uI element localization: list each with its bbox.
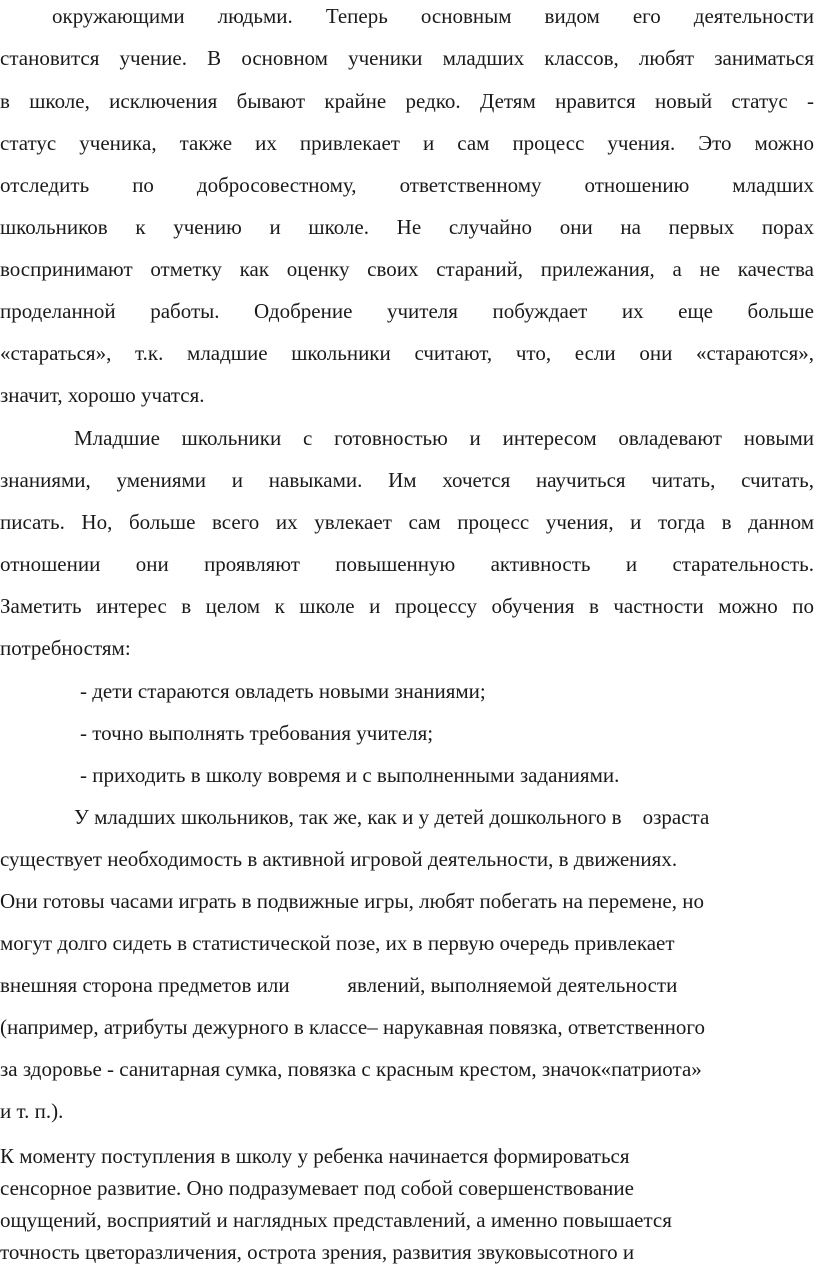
text-line: отследить по добросовестному, ответственному отношению младших	[0, 173, 814, 197]
text-line: за здоровье - санитарная сумка, повязка с красным крестом, значок«патриота»	[0, 1057, 702, 1081]
text-line: окружающими людьми. Теперь основным видом его деятельности	[52, 4, 814, 28]
text-line: могут долго сидеть в статистической позе, их в первую очередь привлекает	[0, 931, 675, 955]
text-line: школьников к учению и школе. Не случайно они на первых порах	[0, 215, 814, 239]
text-line: Они готовы часами играть в подвижные игры, любят побегать на перемене, но	[0, 889, 704, 913]
text-line: значит, хорошо учатся.	[0, 383, 205, 407]
text-line: (например, атрибуты дежурного в классе– нарукавная повязка, ответственного	[0, 1015, 705, 1039]
text-line: К моменту поступления в школу у ребенка начинается формироваться	[0, 1144, 630, 1168]
text-line: внешняя сторона предметов или явлений, выполняемой деятельности	[0, 973, 678, 997]
text-line: статус ученика, также их привлекает и сам процесс учения. Это можно	[0, 131, 814, 155]
text-line: становится учение. В основном ученики младших классов, любят заниматься	[0, 46, 814, 70]
text-line: «стараться», т.к. младшие школьники считают, что, если они «стараются»,	[0, 341, 814, 365]
text-line: проделанной работы. Одобрение учителя побуждает их еще больше	[0, 299, 814, 323]
text-line: точность цветоразличения, острота зрения, развития звуковысотного и	[0, 1240, 635, 1264]
text-line: Младшие школьники с готовностью и интересом овладевают новыми	[74, 426, 814, 450]
text-line: Заметить интерес в целом к школе и процессу обучения в частности можно по	[0, 594, 814, 618]
list-item: - дети стараются овладеть новыми знаниями;	[80, 679, 486, 703]
text-line: отношении они проявляют повышенную активность и старательность.	[0, 552, 814, 576]
text-line: в школе, исключения бывают крайне редко. Детям нравится новый статус -	[0, 89, 814, 113]
text-line: знаниями, умениями и навыками. Им хочется научиться читать, считать,	[0, 468, 814, 492]
text-line: ощущений, восприятий и наглядных представлений, а именно повышается	[0, 1208, 672, 1232]
text-line: и т. п.).	[0, 1099, 64, 1123]
text-line: потребностям:	[0, 636, 131, 660]
text-line: У младших школьников, так же, как и у детей дошкольного в озраста	[74, 805, 710, 829]
text-line: писать. Но, больше всего их увлекает сам процесс учения, и тогда в данном	[0, 510, 814, 534]
text-line: существует необходимость в активной игровой деятельности, в движениях.	[0, 847, 678, 871]
list-item: - точно выполнять требования учителя;	[80, 721, 434, 745]
text-line: воспринимают отметку как оценку своих стараний, прилежания, а не качества	[0, 257, 814, 281]
list-item: - приходить в школу вовремя и с выполненными заданиями.	[80, 763, 620, 787]
text-line: сенсорное развитие. Оно подразумевает под собой совершенствование	[0, 1176, 634, 1200]
